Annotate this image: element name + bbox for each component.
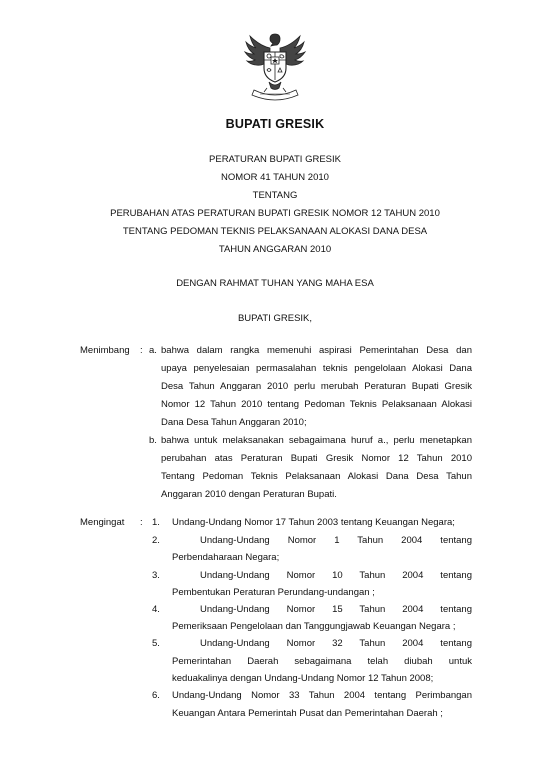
mengingat-item-5-line: Pemerintahan Daerah sebagaimana telah diubah untuk (172, 656, 472, 667)
regulation-title: PERATURAN BUPATI GRESIK (209, 154, 341, 165)
mengingat-item-1-line: Undang-Undang Nomor 17 Tahun 2003 tentang Keuangan Negara; (172, 517, 455, 528)
mengingat-item-5-line: keduakalinya dengan Undang-Undang Nomor 12 Tahun 2008; (172, 673, 434, 684)
mengingat-label: Mengingat (80, 517, 125, 528)
regulation-number: NOMOR 41 TAHUN 2010 (221, 172, 329, 183)
menimbang-item-b-marker: b. (149, 435, 157, 446)
menimbang-item-a-line: Dana Desa Tahun Anggaran 2010; (161, 417, 307, 428)
menimbang-item-b-line: Anggaran 2010 dengan Peraturan Bupati. (161, 489, 337, 500)
menimbang-colon: : (140, 345, 143, 356)
menimbang-item-a-marker: a. (149, 345, 157, 356)
mengingat-item-6-line: Keuangan Antara Pemerintah Pusat dan Pemerintahan Daerah ; (172, 708, 443, 719)
mengingat-item-4-marker: 4. (152, 604, 160, 615)
mengingat-item-3-marker: 3. (152, 570, 160, 581)
menimbang-item-a-line: Desa Tahun Anggaran 2010 perlu merubah Peraturan Bupati Gresik (161, 381, 472, 392)
regulation-subject-line-2: TENTANG PEDOMAN TEKNIS PELAKSANAAN ALOKASI DANA DESA (122, 226, 428, 237)
preamble-grace: DENGAN RAHMAT TUHAN YANG MAHA ESA (176, 278, 374, 289)
regulation-subject-line-1: PERUBAHAN ATAS PERATURAN BUPATI GRESIK NOMOR 12 TAHUN 2010 (110, 208, 440, 219)
mengingat-item-1-marker: 1. (152, 517, 160, 528)
regulation-subject-line-3: TAHUN ANGGARAN 2010 (218, 244, 332, 255)
mengingat-item-6-marker: 6. (152, 690, 160, 701)
mengingat-item-3-line: Undang-Undang Nomor 10 Tahun 2004 tentang (200, 570, 472, 581)
mengingat-item-4-line: Pemeriksaan Pengelolaan dan Tanggungjawab Keuangan Negara ; (172, 621, 456, 632)
mengingat-item-2-line: Perbendaharaan Negara; (172, 552, 280, 563)
mengingat-item-5-line: Undang-Undang Nomor 32 Tahun 2004 tentang (200, 638, 472, 649)
garuda-emblem-icon (240, 30, 310, 102)
menimbang-item-b-line: Tentang Pedoman Teknis Pelaksanaan Alokasi Dana Desa Tahun (161, 471, 472, 482)
preamble-authority: BUPATI GRESIK, (237, 313, 313, 324)
mengingat-item-6-line: Undang-Undang Nomor 33 Tahun 2004 tentang Perimbangan (172, 690, 472, 701)
menimbang-item-a-line: Nomor 12 Tahun 2010 tentang Pedoman Teknis Pelaksanaan Alokasi (161, 399, 472, 410)
mengingat-item-2-line: Undang-Undang Nomor 1 Tahun 2004 tentang (200, 535, 472, 546)
mengingat-colon: : (140, 517, 143, 528)
mengingat-item-3-line: Pembentukan Peraturan Perundang-undangan ; (172, 587, 375, 598)
menimbang-item-a-line: upaya penyelesaian permasalahan teknis pengelolaan Alokasi Dana (161, 363, 472, 374)
mengingat-item-5-marker: 5. (152, 638, 160, 649)
issuer-title: BUPATI GRESIK (225, 117, 325, 131)
menimbang-item-a-line: bahwa dalam rangka memenuhi aspirasi Pemerintahan Desa dan (161, 345, 472, 356)
mengingat-item-4-line: Undang-Undang Nomor 15 Tahun 2004 tentang (200, 604, 472, 615)
mengingat-item-2-marker: 2. (152, 535, 160, 546)
menimbang-label: Menimbang (80, 345, 130, 356)
menimbang-item-b-line: bahwa untuk melaksanakan sebagaimana huruf a., perlu menetapkan (161, 435, 472, 446)
menimbang-item-b-line: perubahan atas Peraturan Bupati Gresik Nomor 12 Tahun 2010 (161, 453, 472, 464)
regulation-about: TENTANG (252, 190, 298, 201)
